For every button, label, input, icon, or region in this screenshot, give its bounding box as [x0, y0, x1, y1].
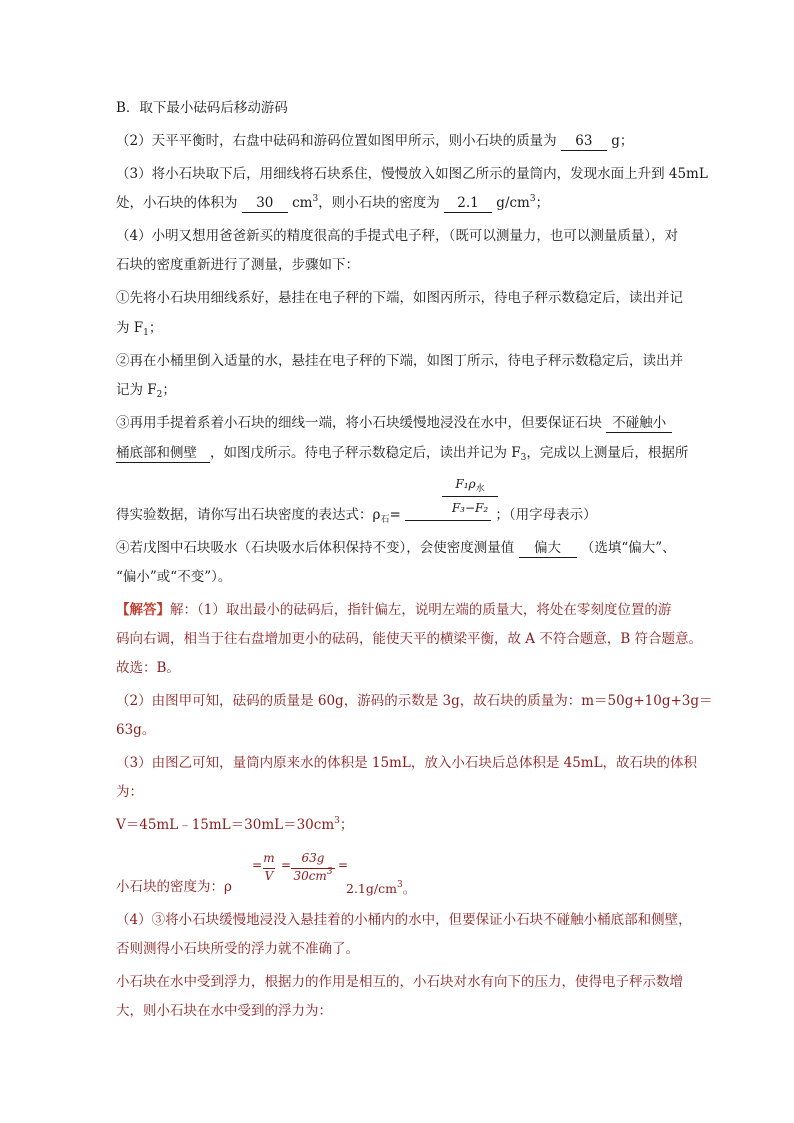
answer-line8: $V=45mL﹣15mL=30mL=30cm^3$； — [116, 816, 354, 833]
q2-answer: 63 — [561, 132, 607, 151]
step3-answer-part1: 不碰触小 — [606, 414, 672, 433]
calc-result: $2.1g/cm^3$。 — [346, 880, 416, 896]
answer-line11: 否则测得小石块所受的浮力就不准确了。 — [116, 941, 359, 957]
answer-line7: 为： — [116, 784, 143, 800]
calc-num: 63g — [301, 851, 325, 865]
q3-volume-answer: 30 — [242, 194, 288, 213]
calc-m: m — [263, 851, 275, 865]
step2-line1: ②再在小桶里倒入适量的水，悬挂在电子秤的下端，如图丁所示，待电子秤示数稳定后，读出并 — [116, 353, 683, 369]
q2-line: （2）天平平衡时，右盘中砝码和游码位置如图甲所示，则小石块的质量为 63 g； — [116, 133, 634, 149]
density-formula-bar — [442, 496, 498, 497]
step1-line1: ①先将小石块用细线系好，悬挂在电子秤的下端，如图丙所示，待电子秤示数稳定后，读出并记 — [116, 290, 683, 306]
density-formula-denominator: F₃−F₂ — [451, 501, 489, 515]
step4-line1: ④若戊图中石块吸水（石块吸水后体积保持不变），会使密度测量值 偏大 （选填“偏大”、 — [116, 540, 676, 556]
answer-tag: 【解答】 — [116, 602, 170, 618]
calc-eq3: = — [338, 858, 349, 872]
q3-density-answer: 2.1 — [444, 194, 492, 213]
answer-line12: 小石块在水中受到浮力，根据力的作用是相互的，小石块对水有向下的压力，使得电子秤示数增 — [116, 974, 683, 990]
answer-line10: （4）③将小石块缓慢地浸没入悬挂着的小桶内的水中，但要保证小石块不碰触小桶底部和侧壁， — [116, 912, 692, 928]
answer-line3: 故选：B。 — [116, 660, 180, 676]
density-formula-numerator: $F_1\rho_水$ — [455, 477, 485, 494]
q4-line1: （4）小明又想用爸爸新买的精度很高的手提式电子秤，（既可以测量力，也可以测量质量），对 — [116, 228, 679, 244]
step1-line2: 为 $F_1$； — [116, 320, 163, 338]
calc-den: $30cm^3$ — [293, 867, 333, 883]
q4-line2: 石块的密度重新进行了测量，步骤如下： — [116, 257, 359, 273]
step4-line2: “偏小”或“不变”）。 — [116, 569, 232, 585]
q3-line1: （3）将小石块取下后，用细线将石块系住，慢慢放入如图乙所示的量筒内，发现水面上升到 45mL — [116, 166, 708, 182]
calc-eq1: = — [252, 858, 263, 872]
answer-line6: （3）由图乙可知，量筒内原来水的体积是 15mL，放入小石块后总体积是 45mL，故石块的体积 — [116, 755, 698, 771]
answer-line13: 大，则小石块在水中受到的浮力为： — [116, 1003, 332, 1019]
step3-line3: 得实验数据，请你写出石块密度的表达式：$\rho_石=$ ；（用字母表示） — [116, 507, 597, 525]
step3-answer-part2: 桶底部和侧壁 — [116, 444, 210, 463]
answer-line5: 63g。 — [116, 722, 156, 738]
option-b: B．取下最小砝码后移动游码 — [116, 100, 288, 116]
q3-line2: 处，小石块的体积为 30 $cm^3$，则小石块的密度为 2.1 $g/cm^3$； — [116, 194, 550, 211]
answer-line1: 【解答】解：（1）取出最小的砝码后，指针偏左，说明左端的质量大，将处在零刻度位置的游 — [116, 602, 672, 618]
step3-line1: ③再用手提着系着小石块的细线一端，将小石块缓慢地浸没在水中，但要保证石块 不碰触小 — [116, 413, 672, 433]
step3-line2: 桶底部和侧壁 ，如图戊所示。待电子秤示数稳定后，读出并记为 $F_3$，完成以上测量后，根据所 — [116, 445, 689, 463]
step2-line2: 记为 $F_2$； — [116, 382, 176, 400]
answer-line9: 小石块的密度为：ρ — [116, 879, 232, 895]
step4-answer: 偏大 — [519, 539, 577, 558]
calc-eq2: = — [281, 858, 292, 872]
answer-line2: 码向右调，相当于往右盘增加更小的砝码，能使天平的横梁平衡，故 A 不符合题意，B 符合题意。 — [116, 631, 703, 647]
calc-V: V — [264, 869, 274, 883]
answer-line4: （2）由图甲可知，砝码的质量是 60g，游码的示数是 3g，故石块的质量为：m＝50g+10g+3g＝ — [116, 693, 713, 709]
